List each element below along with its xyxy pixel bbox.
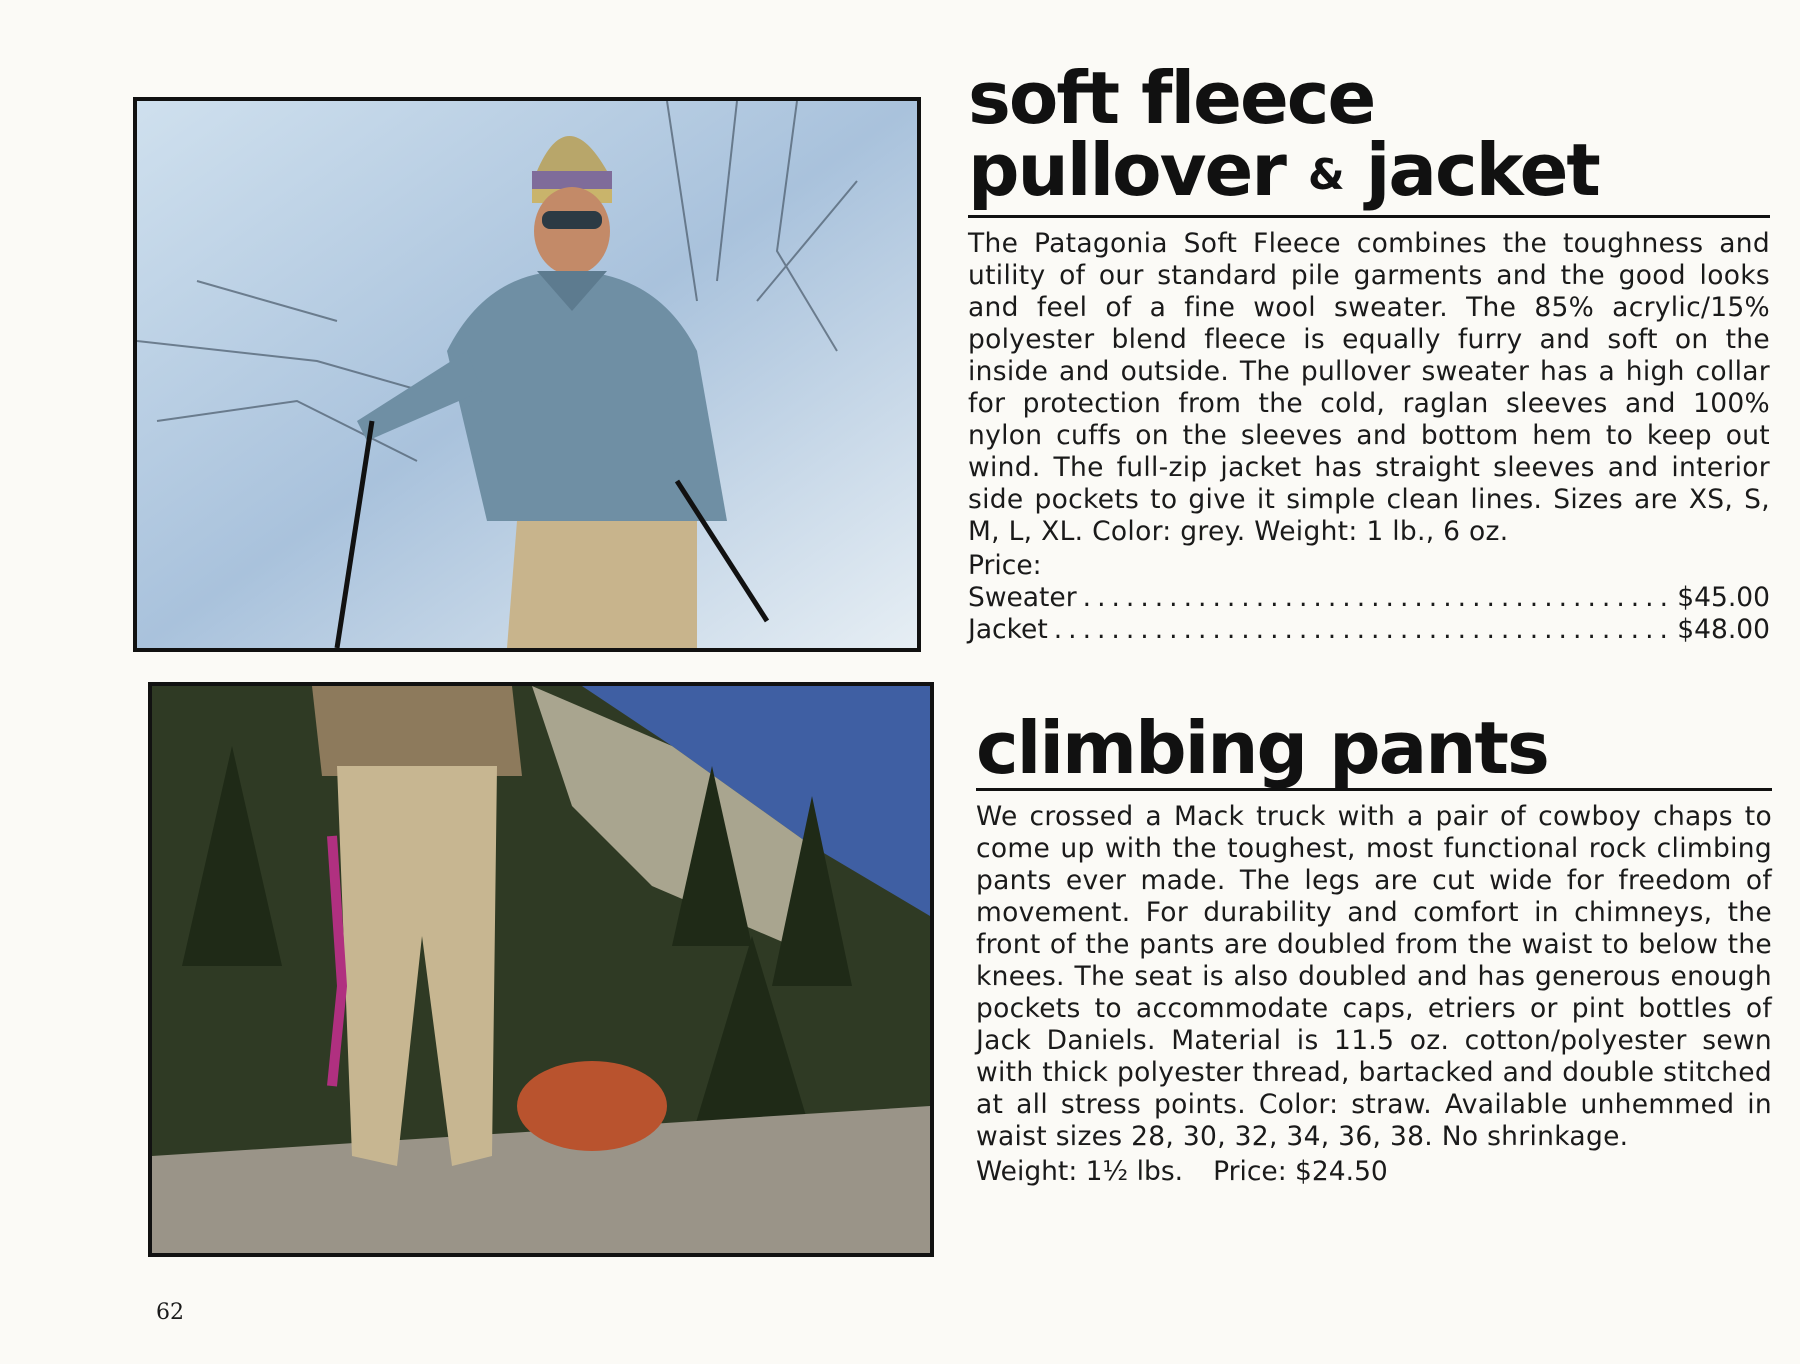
pants-photo	[148, 682, 934, 1257]
fleece-title-line1: soft fleece	[968, 56, 1375, 140]
price-leader-dots	[1083, 582, 1672, 614]
fleece-photo-image	[137, 101, 917, 648]
fleece-section	[968, 56, 1770, 646]
fleece-title	[968, 56, 1770, 212]
fleece-photo	[133, 97, 921, 652]
fleece-title-pullover: pullover	[968, 128, 1285, 212]
pants-title: climbing pants	[976, 706, 1548, 790]
price-value-sweater: $45.00	[1677, 582, 1770, 613]
pants-weight: Weight: 1½ lbs.	[976, 1156, 1184, 1187]
fleece-title-rule	[968, 215, 1770, 218]
price-item-sweater: Sweater	[968, 582, 1077, 613]
price-value-jacket: $48.00	[1677, 614, 1770, 645]
page-number: 62	[156, 1300, 184, 1325]
fleece-title-amp: &	[1307, 150, 1343, 199]
price-item-jacket: Jacket	[968, 614, 1048, 645]
price-row-sweater	[968, 582, 1770, 614]
pants-section	[976, 706, 1772, 1189]
price-row-jacket	[968, 614, 1770, 646]
fleece-title-jacket: jacket	[1365, 128, 1599, 212]
price-leader-dots	[1054, 614, 1672, 646]
pants-weight-price	[976, 1155, 1772, 1189]
pants-photo-image	[152, 686, 930, 1253]
fleece-price-label: Price:	[968, 550, 1042, 581]
pants-description: We crossed a Mack truck with a pair of cowboy chaps to come up with the toughest, most functional rock climbing pants ever made. The legs are cut wide for freedom of movement. For durability and comfort in chimneys, the front of the pants are doubled from the waist to below the knees. The seat is also doubled and has generous enough pockets to accommodate caps, etriers or pint bottles of Jack Daniels. Material is 11.5 oz. cotton/polyester sewn with thick polyester thread, bartacked and double stitched at all stress points. Color: straw. Available unhemmed in waist sizes 28, 30, 32, 34, 36, 38. No shrinkage.	[976, 801, 1772, 1152]
pants-price: Price: $24.50	[1213, 1156, 1388, 1187]
fleece-description: The Patagonia Soft Fleece combines the toughness and utility of our standard pile garments and the good looks and feel of a fine wool sweater. The 85% acrylic/15% polyester blend fleece is equally furry and soft on the inside and outside. The pullover sweater has a high collar for protection from the cold, raglan sleeves and 100% nylon cuffs on the sleeves and bottom hem to keep out wind. The full-zip jacket has straight sleeves and interior side pockets to give it simple clean lines. Sizes are XS, S, M, L, XL. Color: grey. Weight: 1 lb., 6 oz.	[968, 228, 1770, 547]
